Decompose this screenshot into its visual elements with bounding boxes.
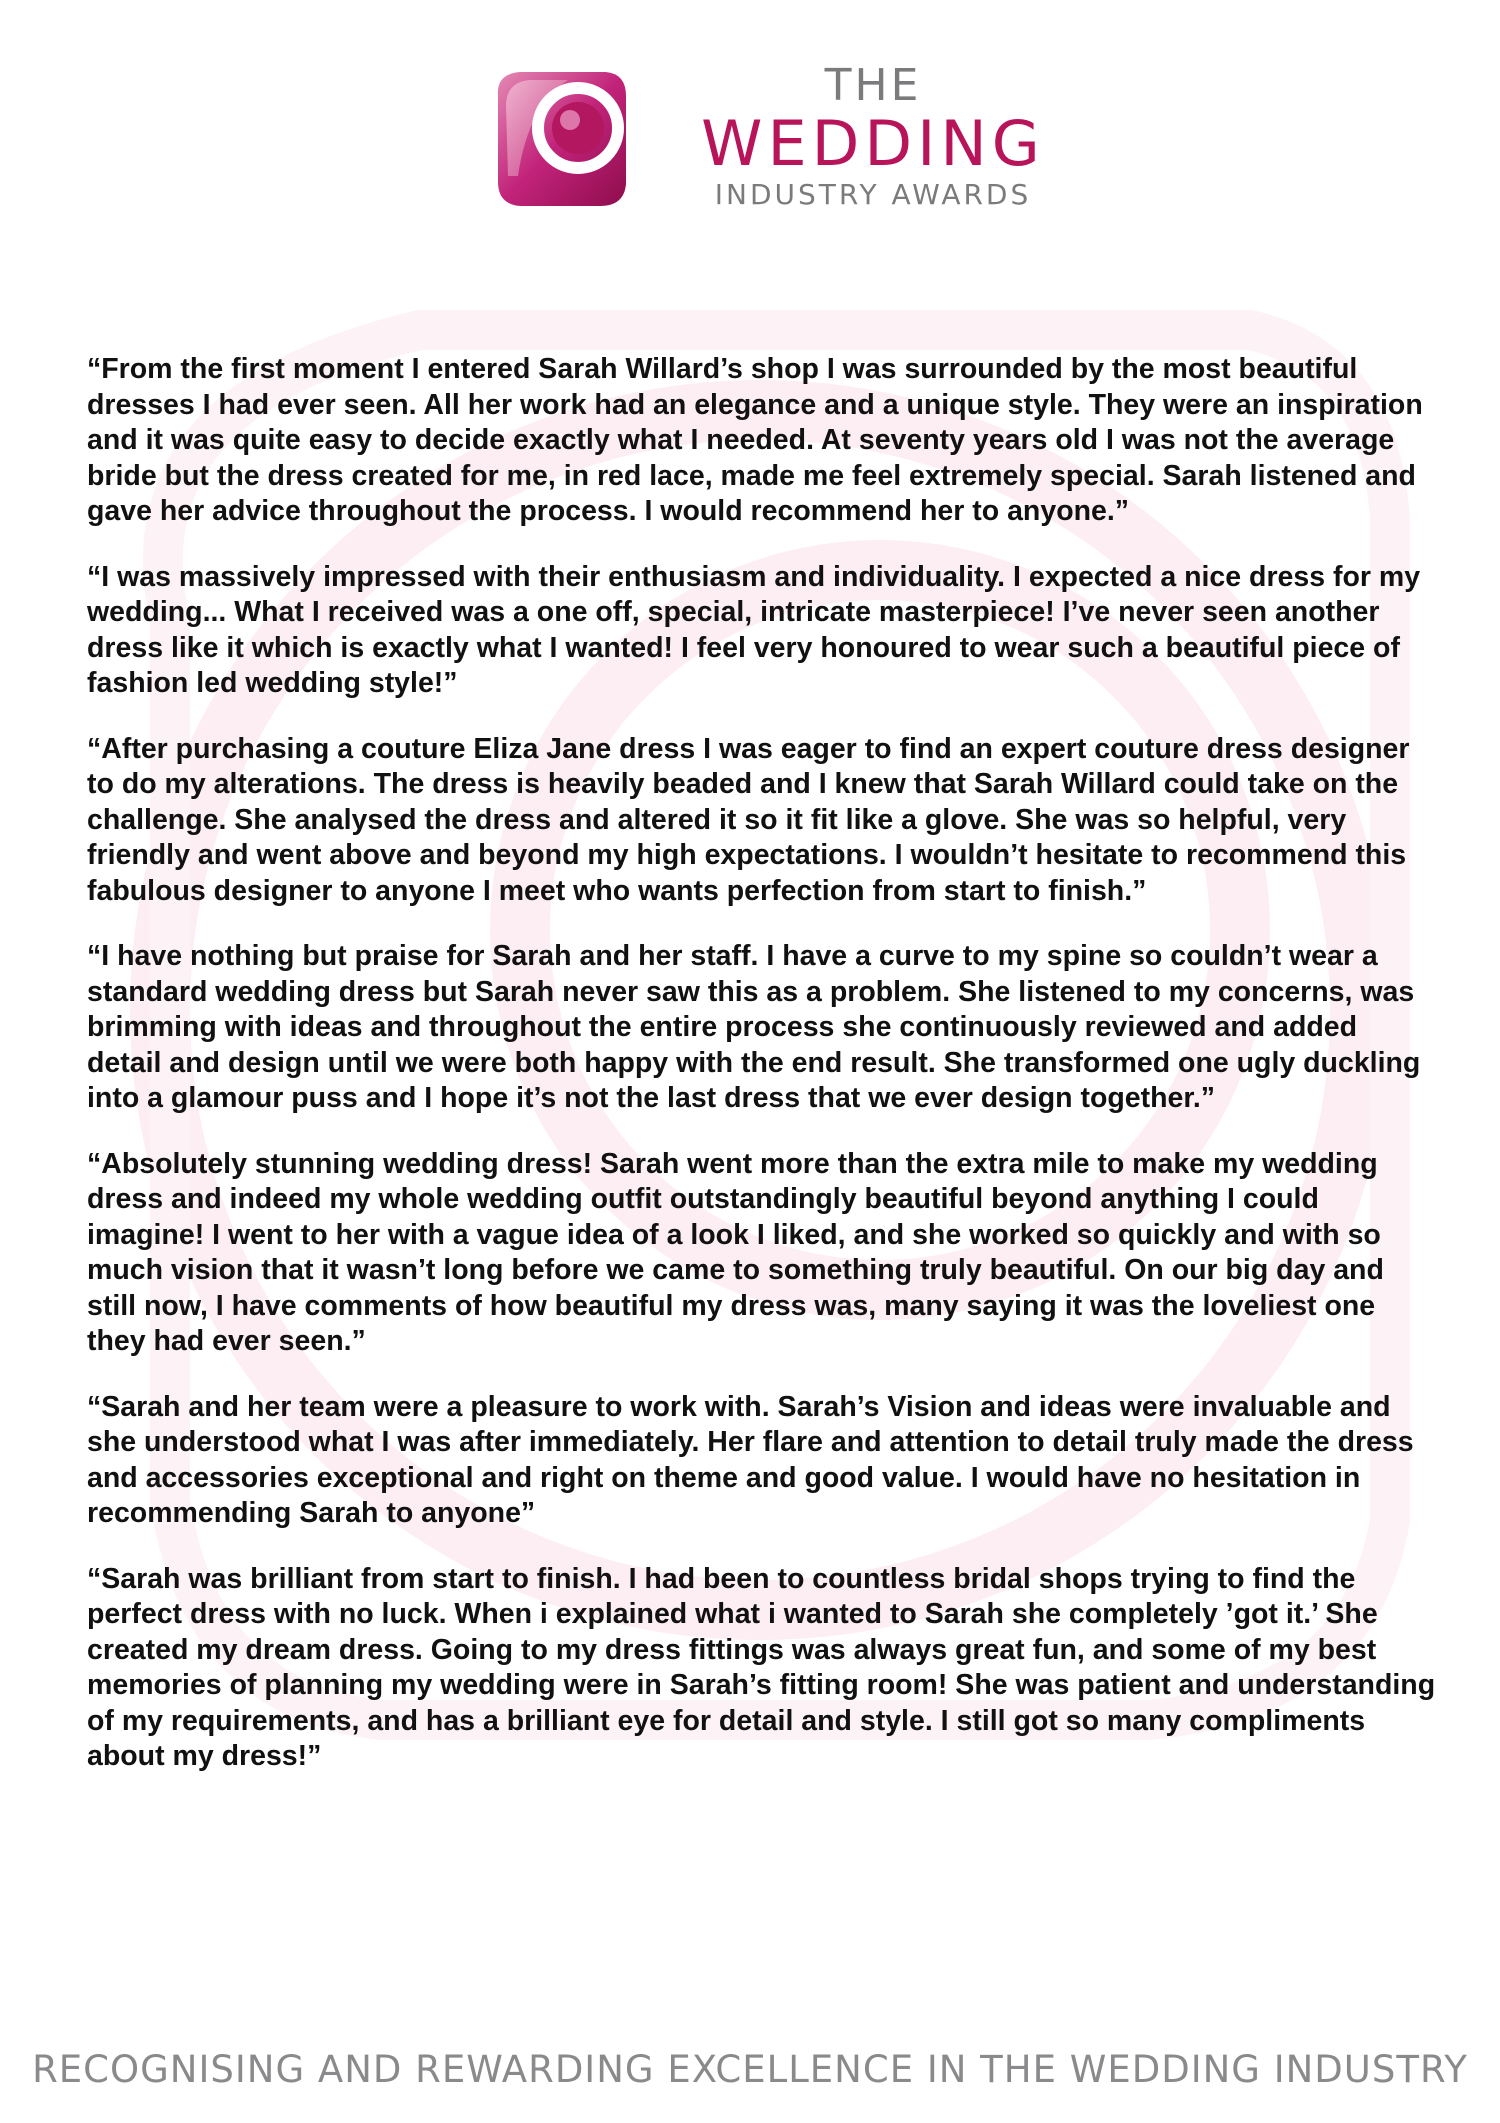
testimonial-6: “Sarah and her team were a pleasure to work with. Sarah’s Vision and ideas were invaluable and she understood what I was after immediately. Her flare and attention to detail truly made the dress and accessories exceptional and right on theme and good value. I would have no hesitation in recommending Sarah to anyone”: [87, 1390, 1414, 1529]
logo-wordmark: [698, 62, 1048, 212]
logo-header: [488, 62, 1048, 222]
testimonials-list: [87, 352, 1439, 1805]
testimonial-3: “After purchasing a couture Eliza Jane dress I was eager to find an expert couture dress designer to do my alterations. The dress is heavily beaded and I knew that Sarah Willard could take on the challenge. She analysed the dress and altered it so it fit like a glove. She was so helpful, very friendly and went above and beyond my high expectations. I wouldn’t hesitate to recommend this fabulous designer to anyone I meet who wants perfection from start to finish.”: [87, 732, 1410, 907]
logo-line-wedding: WEDDING: [701, 107, 1045, 180]
testimonial-5: “Absolutely stunning wedding dress! Sarah went more than the extra mile to make my wedding dress and indeed my whole wedding outfit outstandingly beautiful beyond anything I could imagine! I went to her with a vague idea of a look I liked, and she worked so quickly and with so much vision that it wasn’t long before we came to something truly beautiful. On our big day and still now, I have comments of how beautiful my dress was, many saying it was the loveliest one they had ever seen.”: [87, 1147, 1384, 1357]
wedding-awards-logo-icon: [488, 66, 633, 211]
testimonial-1: “From the first moment I entered Sarah Willard’s shop I was surrounded by the most beautiful dresses I had ever seen. All her work had an elegance and a unique style. They were an inspiration and it was quite easy to decide exactly what I needed. At seventy years old I was not the average bride but the dress created for me, in red lace, made me feel extremely special. Sarah listened and gave her advice throughout the process. I would recommend her to anyone.”: [87, 353, 1423, 527]
testimonial-2: “I was massively impressed with their enthusiasm and individuality. I expected a nice dress for my wedding... What I received was a one off, special, intricate masterpiece! I’ve never seen another dress like it which is exactly what I wanted! I feel very honoured to wear such a beautiful piece of fashion led wedding style!”: [87, 560, 1421, 699]
logo-line-industry-awards: INDUSTRY AWARDS: [714, 178, 1032, 211]
testimonial-7: “Sarah was brilliant from start to finish. I had been to countless bridal shops trying to find the perfect dress with no luck. When i explained what i wanted to Sarah she completely ’got it.’ She created my dream dress. Going to my dress fittings was always great fun, and some of my best memories of planning my wedding were in Sarah’s fitting room! She was patient and understanding of my requirements, and has a brilliant eye for detail and style. I still got so many compliments about my dress!”: [87, 1562, 1436, 1772]
testimonial-4: “I have nothing but praise for Sarah and her staff. I have a curve to my spine so couldn’t wear a standard wedding dress but Sarah never saw this as a problem. She listened to my concerns, was brimming with ideas and throughout the entire process she continuously reviewed and added detail and design until we were both happy with the end result. She transformed one ugly duckling into a glamour puss and I hope it’s not the last dress that we ever design together.”: [87, 940, 1421, 1114]
footer-tagline: RECOGNISING AND REWARDING EXCELLENCE IN THE WEDDING INDUSTRY: [32, 2048, 1468, 2091]
logo-line-the: THE: [824, 60, 922, 111]
